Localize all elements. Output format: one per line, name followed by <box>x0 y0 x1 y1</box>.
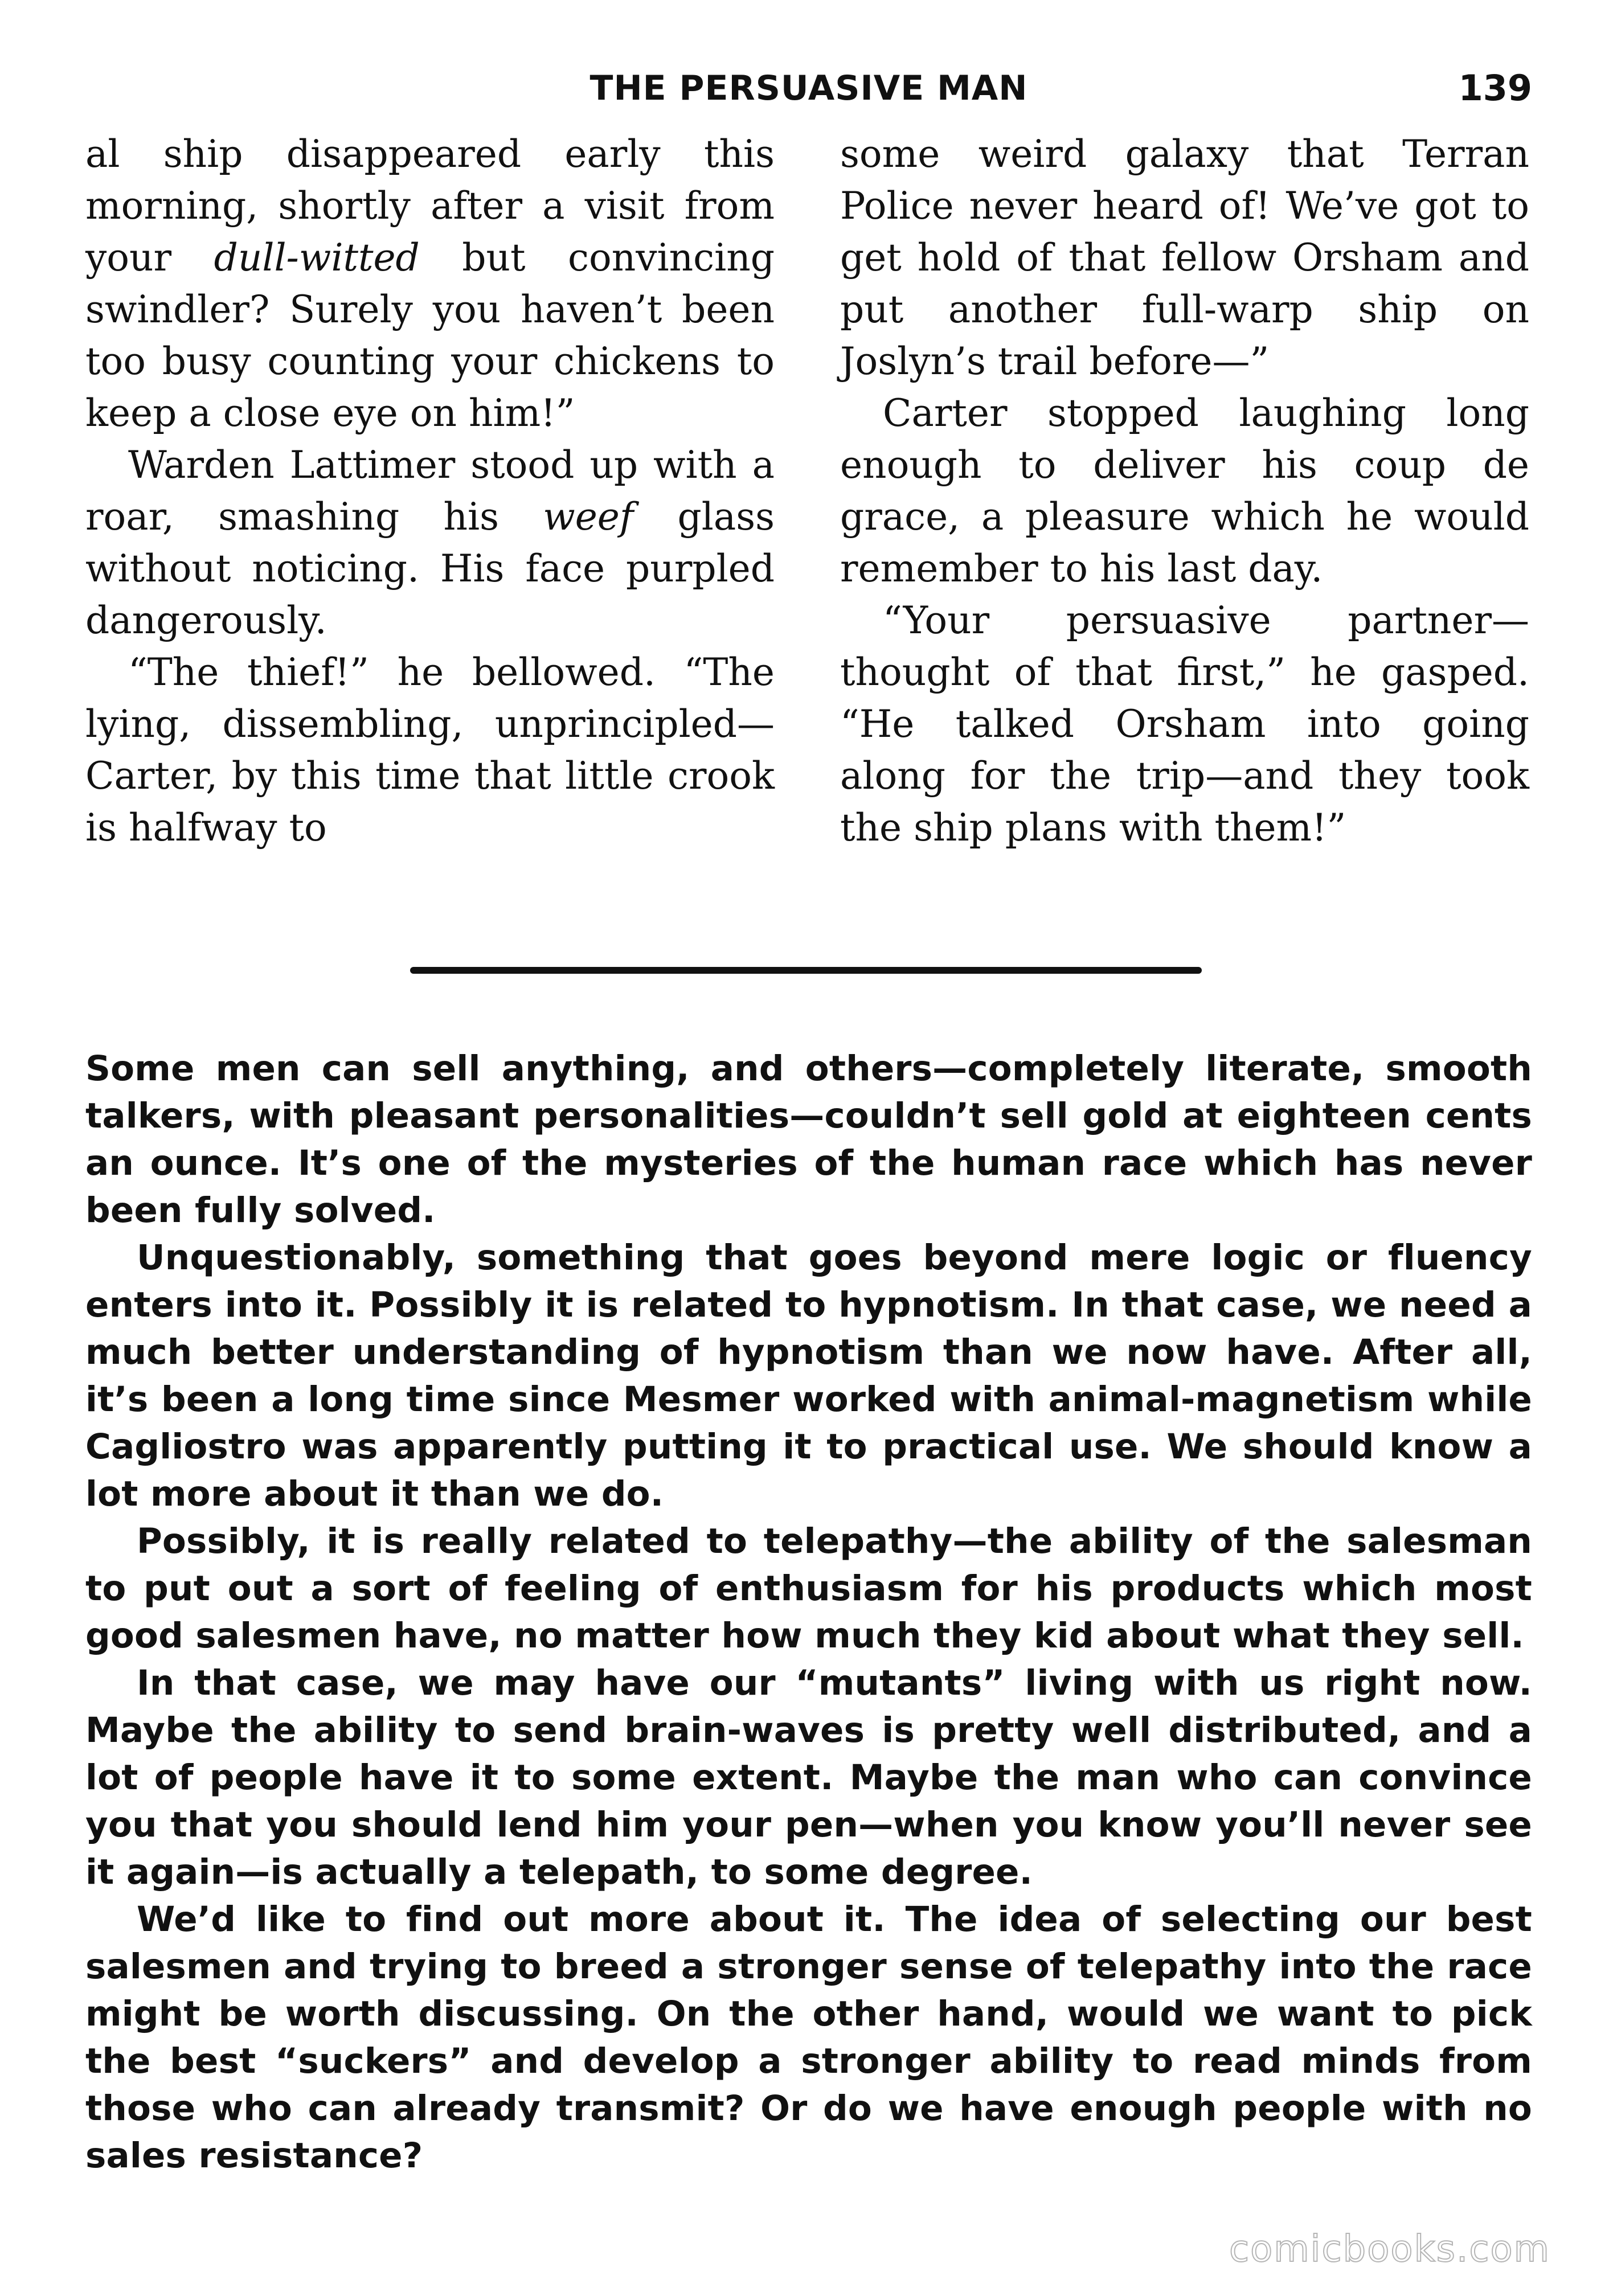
story-text-run: but convincing swindler? Surely you haven’t been too busy counting your chickens to keep a close eye on him!” <box>85 236 775 435</box>
editorial-paragraph: We’d like to find out more about it. The idea of selecting our best salesmen and trying to breed a stronger sense of telepathy into the race might be worth discussing. On the other hand, would we want to pick the best “suckers” and develop a stronger ability to read minds from those who can already transmit? Or do we have enough people with no sales resistance? <box>85 1899 1532 2176</box>
editorial-text <box>85 1045 1532 2179</box>
story-text-run: Carter stopped laughing long enough to deliver his coup de grace, a pleasure which he would remember to his last day. <box>840 391 1529 591</box>
story-text-run: Warden Lattimer stood up with a roar, smashing his <box>85 443 775 539</box>
story-paragraph <box>840 387 1529 594</box>
story-column-right <box>840 128 1529 854</box>
editorial-paragraph: Possibly, it is really related to telepathy—the ability of the salesman to put out a sort of feeling of enthusiasm for his products which most good salesmen have, no matter how much they kid about what they sell. <box>85 1521 1532 1656</box>
page-number: 139 <box>1458 67 1532 109</box>
watermark: comicbooks.com <box>1229 2228 1550 2270</box>
story-text-run: “Your persuasive partner—thought of that first,” he gasped. “He talked Orsham into going along for the trip—and they took the ship plans with them!” <box>840 598 1529 850</box>
story-column-left <box>85 128 775 854</box>
story-text-run: “The thief!” he bellowed. “The lying, dissembling, unprincipled—Carter, by this time that little crook is halfway to <box>85 650 775 850</box>
running-head <box>85 57 1532 120</box>
running-title: THE PERSUASIVE MAN <box>589 68 1028 108</box>
editorial-paragraph: Unquestionably, something that goes beyond mere logic or fluency enters into it. Possibly it is related to hypnotism. In that case, we need a much better understanding of hypnotism than we now have. After all, it’s been a long time since Mesmer worked with animal-magnetism while Cagliostro was apparently putting it to practical use. We should know a lot more about it than we do. <box>85 1237 1532 1514</box>
story-paragraph <box>840 128 1529 387</box>
story-text-run: al ship disappeared early this morning, shortly after a visit from your <box>85 132 775 280</box>
section-divider <box>410 967 1202 974</box>
story-paragraph <box>85 646 775 854</box>
story-text <box>85 128 1532 994</box>
page <box>85 57 1532 2255</box>
story-text-run: glass without noticing. His face purpled dangerously. <box>85 495 775 642</box>
story-paragraph <box>85 439 775 646</box>
story-text-run: some weird galaxy that Terran Police never heard of! We’ve got to get hold of that fellow Orsham and put another full-warp ship on Joslyn’s trail before—” <box>840 132 1529 383</box>
story-paragraph <box>840 594 1529 854</box>
editorial-paragraph: Some men can sell anything, and others—completely literate, smooth talkers, with pleasant personalities—couldn’t sell gold at eighteen cents an ounce. It’s one of the mysteries of the human race which has never been fully solved. <box>85 1048 1532 1231</box>
story-paragraph <box>85 128 775 439</box>
story-text-run-italic: dull-witted <box>214 236 420 280</box>
story-text-run-italic: weef <box>543 495 634 539</box>
editorial-paragraph: In that case, we may have our “mutants” living with us right now. Maybe the ability to send brain-waves is pretty well distributed, and a lot of people have it to some extent. Maybe the man who can convince you that you should lend him your pen—when you know you’ll never see it again—is actually a telepath, to some degree. <box>85 1663 1532 1892</box>
